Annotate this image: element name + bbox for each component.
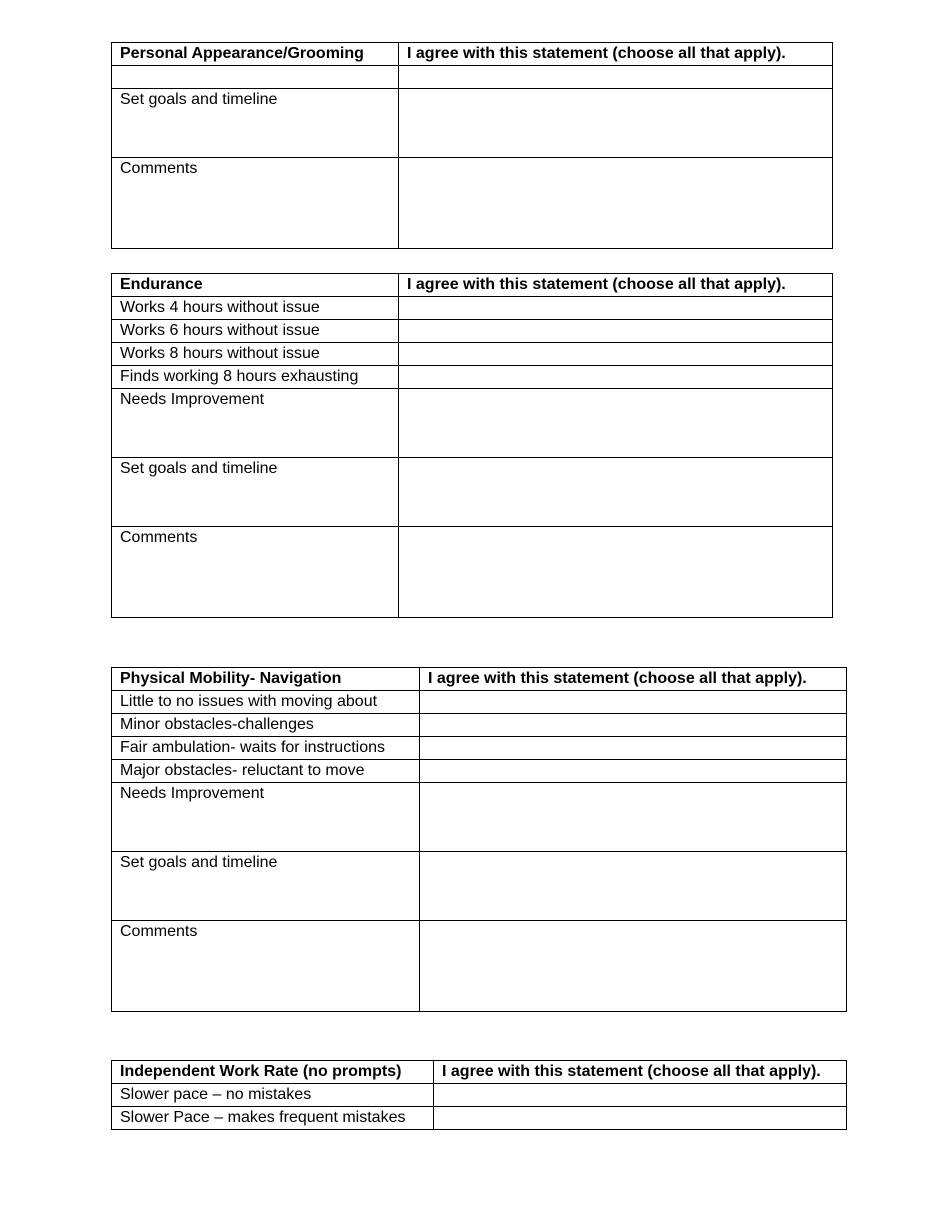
agree-header: I agree with this statement (choose all that apply). [399,43,833,66]
row-label-needs-improvement: Needs Improvement [112,783,420,852]
section-title: Personal Appearance/Grooming [112,43,399,66]
row-label [112,66,399,89]
row-label-needs-improvement: Needs Improvement [112,389,399,458]
comments-answer-cell[interactable] [420,921,847,1012]
agree-header: I agree with this statement (choose all that apply). [399,274,833,297]
physical-mobility-table [111,667,847,1012]
answer-cell[interactable] [420,760,847,783]
section-title: Physical Mobility- Navigation [112,668,420,691]
row-label: Slower pace – no mistakes [112,1084,434,1107]
answer-cell[interactable] [420,714,847,737]
row-label: Finds working 8 hours exhausting [112,366,399,389]
goals-answer-cell[interactable] [399,458,833,527]
independent-work-rate-table [111,1060,847,1130]
row-label-goals: Set goals and timeline [112,89,399,158]
answer-cell[interactable] [420,737,847,760]
row-label-comments: Comments [112,527,399,618]
endurance-table [111,273,833,618]
row-label: Works 4 hours without issue [112,297,399,320]
goals-answer-cell[interactable] [420,852,847,921]
goals-answer-cell[interactable] [399,89,833,158]
needs-improvement-answer-cell[interactable] [420,783,847,852]
agree-header: I agree with this statement (choose all that apply). [434,1061,847,1084]
row-label: Major obstacles- reluctant to move [112,760,420,783]
answer-cell[interactable] [434,1107,847,1130]
section-title: Independent Work Rate (no prompts) [112,1061,434,1084]
answer-cell[interactable] [399,343,833,366]
personal-appearance-table [111,42,833,249]
row-label: Works 6 hours without issue [112,320,399,343]
answer-cell[interactable] [399,66,833,89]
answer-cell[interactable] [399,297,833,320]
row-label: Little to no issues with moving about [112,691,420,714]
answer-cell[interactable] [399,320,833,343]
answer-cell[interactable] [399,366,833,389]
row-label: Minor obstacles-challenges [112,714,420,737]
row-label: Slower Pace – makes frequent mistakes [112,1107,434,1130]
row-label-goals: Set goals and timeline [112,458,399,527]
row-label: Works 8 hours without issue [112,343,399,366]
agree-header: I agree with this statement (choose all that apply). [420,668,847,691]
comments-answer-cell[interactable] [399,527,833,618]
answer-cell[interactable] [420,691,847,714]
row-label-goals: Set goals and timeline [112,852,420,921]
row-label-comments: Comments [112,158,399,249]
row-label-comments: Comments [112,921,420,1012]
comments-answer-cell[interactable] [399,158,833,249]
answer-cell[interactable] [434,1084,847,1107]
row-label: Fair ambulation- waits for instructions [112,737,420,760]
needs-improvement-answer-cell[interactable] [399,389,833,458]
section-title: Endurance [112,274,399,297]
